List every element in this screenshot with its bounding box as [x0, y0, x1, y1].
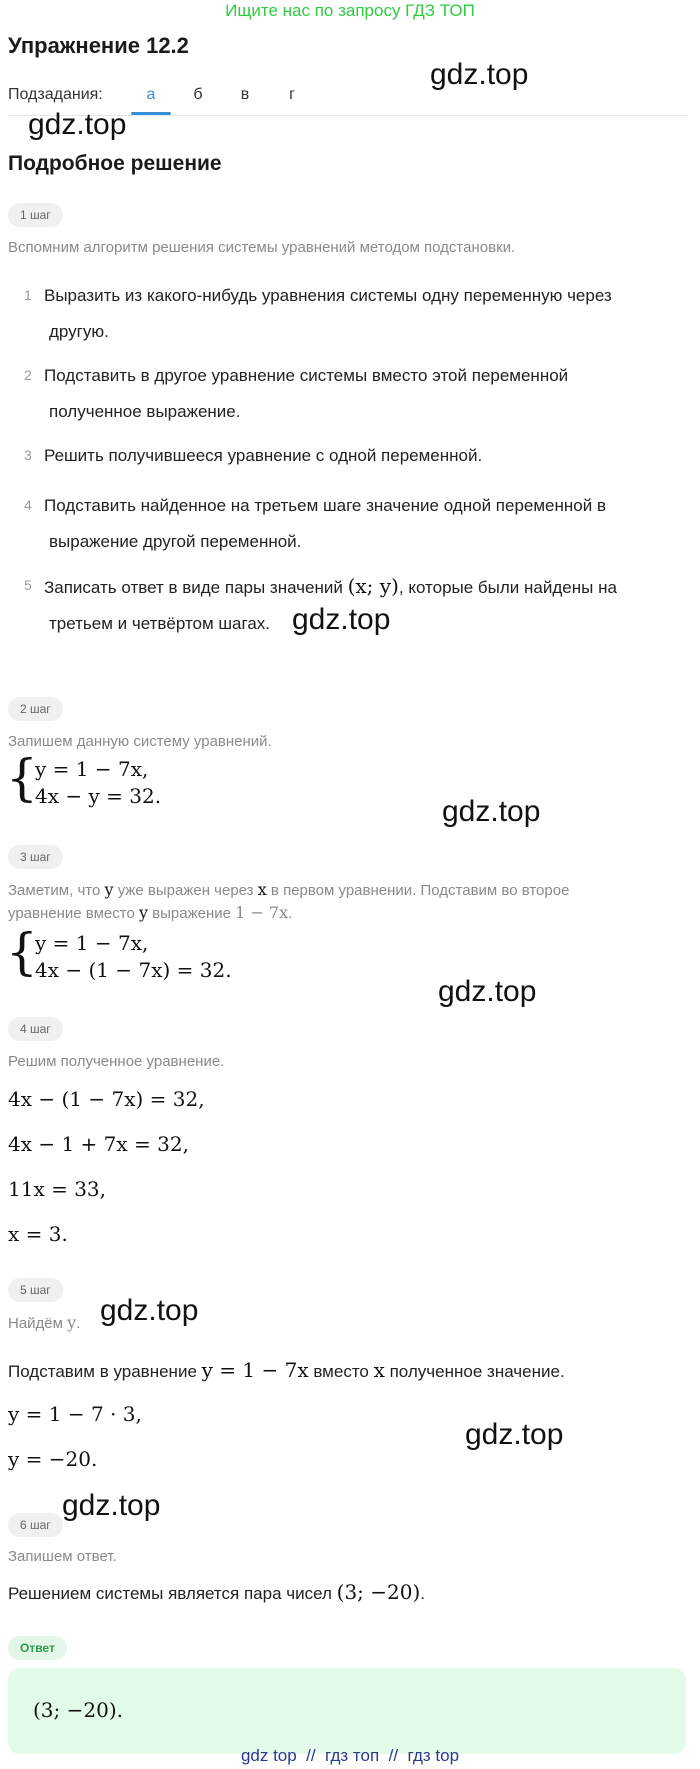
- list-item: [44, 438, 674, 474]
- step-intro: Вспомним алгоритм решения системы уравнений методом подстановки.: [8, 239, 516, 256]
- math-inline: y: [67, 1313, 77, 1332]
- text-part: уравнение вместо: [8, 905, 139, 922]
- text-part: Найдём: [8, 1315, 68, 1332]
- step-intro: Запишем данную систему уравнений.: [8, 733, 272, 750]
- equation: y = 1 − 7x,: [35, 757, 149, 781]
- list-number: 4: [24, 497, 32, 513]
- step-chip: 3 шаг: [8, 845, 63, 869]
- tab-subtask-v[interactable]: в: [240, 86, 250, 103]
- step-chip: 4 шаг: [8, 1017, 63, 1041]
- text-part: уже выражен через: [113, 882, 258, 899]
- list-item-line: выражение другой переменной.: [49, 532, 302, 551]
- equation: y = 1 − 7 · 3,: [8, 1402, 142, 1426]
- list-item: [44, 278, 674, 350]
- list-item-line: Подставить в другое уравнение системы вместо этой переменной: [44, 366, 569, 385]
- list-item-line: полученное выражение.: [49, 402, 241, 421]
- list-item-line: другую.: [49, 322, 109, 341]
- answer-box: [8, 1668, 686, 1754]
- answer-value: (3; −20).: [33, 1698, 123, 1722]
- equation: 4x − (1 − 7x) = 32,: [8, 1087, 205, 1111]
- list-number: 5: [24, 577, 32, 593]
- text-part: в первом уравнении. Подставим во второе: [266, 882, 570, 899]
- math-inline: y: [104, 880, 114, 899]
- equation: 11x = 33,: [8, 1177, 107, 1201]
- tab-subtask-a[interactable]: а: [146, 86, 156, 103]
- list-item-text: , которые были найдены на: [398, 578, 617, 597]
- watermark: gdz.top: [292, 603, 391, 636]
- footer: gdz top // гдз топ // гдз top: [240, 1746, 460, 1765]
- step-text: [8, 1358, 565, 1384]
- watermark: gdz.top: [100, 1294, 199, 1327]
- step-intro: Решим полученное уравнение.: [8, 1053, 225, 1070]
- step-chip: 2 шаг: [8, 697, 63, 721]
- answer-chip: Ответ: [8, 1636, 67, 1660]
- text-part: .: [420, 1584, 426, 1603]
- text-part: полученное значение.: [384, 1362, 565, 1381]
- equation: y = −20.: [8, 1447, 98, 1471]
- equation: 4x − 1 + 7x = 32,: [8, 1132, 189, 1156]
- list-item-line: Выразить из какого-нибудь уравнения системы одну переменную через: [44, 286, 612, 305]
- math-inline: y = 1 − 7x: [201, 1358, 309, 1382]
- system-brace: {: [6, 749, 38, 807]
- step-chip: 1 шаг: [8, 203, 63, 227]
- list-number: 2: [24, 367, 32, 383]
- text-part: выражение: [148, 905, 236, 922]
- step-chip: 6 шаг: [8, 1513, 63, 1537]
- list-item-line: третьем и четвёртом шагах.: [49, 614, 271, 633]
- equation: x = 3.: [8, 1222, 68, 1246]
- step-text: [8, 1580, 425, 1606]
- section-title: Подробное решение: [8, 152, 222, 175]
- page-title: Упражнение 12.2: [8, 33, 189, 58]
- step-intro: [8, 1312, 80, 1335]
- top-banner: Ищите нас по запросу ГДЗ ТОП: [225, 1, 475, 20]
- math-inline: 1 − 7x: [235, 903, 289, 922]
- step-chip: 5 шаг: [8, 1278, 63, 1302]
- watermark: gdz.top: [465, 1418, 564, 1451]
- watermark: gdz.top: [62, 1489, 161, 1522]
- tab-subtask-g[interactable]: г: [289, 86, 295, 103]
- math-inline: x: [373, 1358, 385, 1382]
- list-item: [44, 488, 674, 560]
- math-inline: x: [257, 880, 267, 899]
- list-number: 1: [24, 287, 32, 303]
- text-part: Подставим в уравнение: [8, 1362, 202, 1381]
- list-item: [44, 358, 674, 430]
- equation: 4x − (1 − 7x) = 32.: [35, 958, 232, 982]
- list-item-line: Решить получившееся уравнение с одной переменной.: [44, 446, 483, 465]
- tab-subtask-b[interactable]: б: [193, 86, 203, 103]
- step-text: [8, 879, 569, 902]
- watermark: gdz.top: [442, 795, 541, 828]
- step-intro: Запишем ответ.: [8, 1548, 117, 1565]
- text-part: .: [288, 905, 293, 922]
- equation: y = 1 − 7x,: [35, 931, 149, 955]
- watermark: gdz.top: [438, 975, 537, 1008]
- watermark: gdz.top: [28, 108, 127, 141]
- math-pair: (x; y): [347, 574, 399, 598]
- equation: 4x − y = 32.: [35, 784, 162, 808]
- text-part: вместо: [308, 1362, 374, 1381]
- text-part: Заметим, что: [8, 882, 105, 899]
- subtasks-label: Подзадания:: [8, 86, 103, 103]
- math-inline: y: [138, 903, 148, 922]
- active-tab-indicator: [131, 112, 171, 115]
- system-brace: {: [6, 923, 38, 981]
- list-item-text: Записать ответ в виде пары значений: [44, 578, 348, 597]
- text-part: .: [76, 1315, 81, 1332]
- watermark: gdz.top: [430, 58, 529, 91]
- math-inline: (3; −20): [336, 1580, 421, 1604]
- list-item-line: Подставить найденное на третьем шаге значение одной переменной в: [44, 496, 606, 515]
- list-number: 3: [24, 447, 32, 463]
- step-text: [8, 902, 292, 925]
- text-part: Решением системы является пара чисел: [8, 1584, 337, 1603]
